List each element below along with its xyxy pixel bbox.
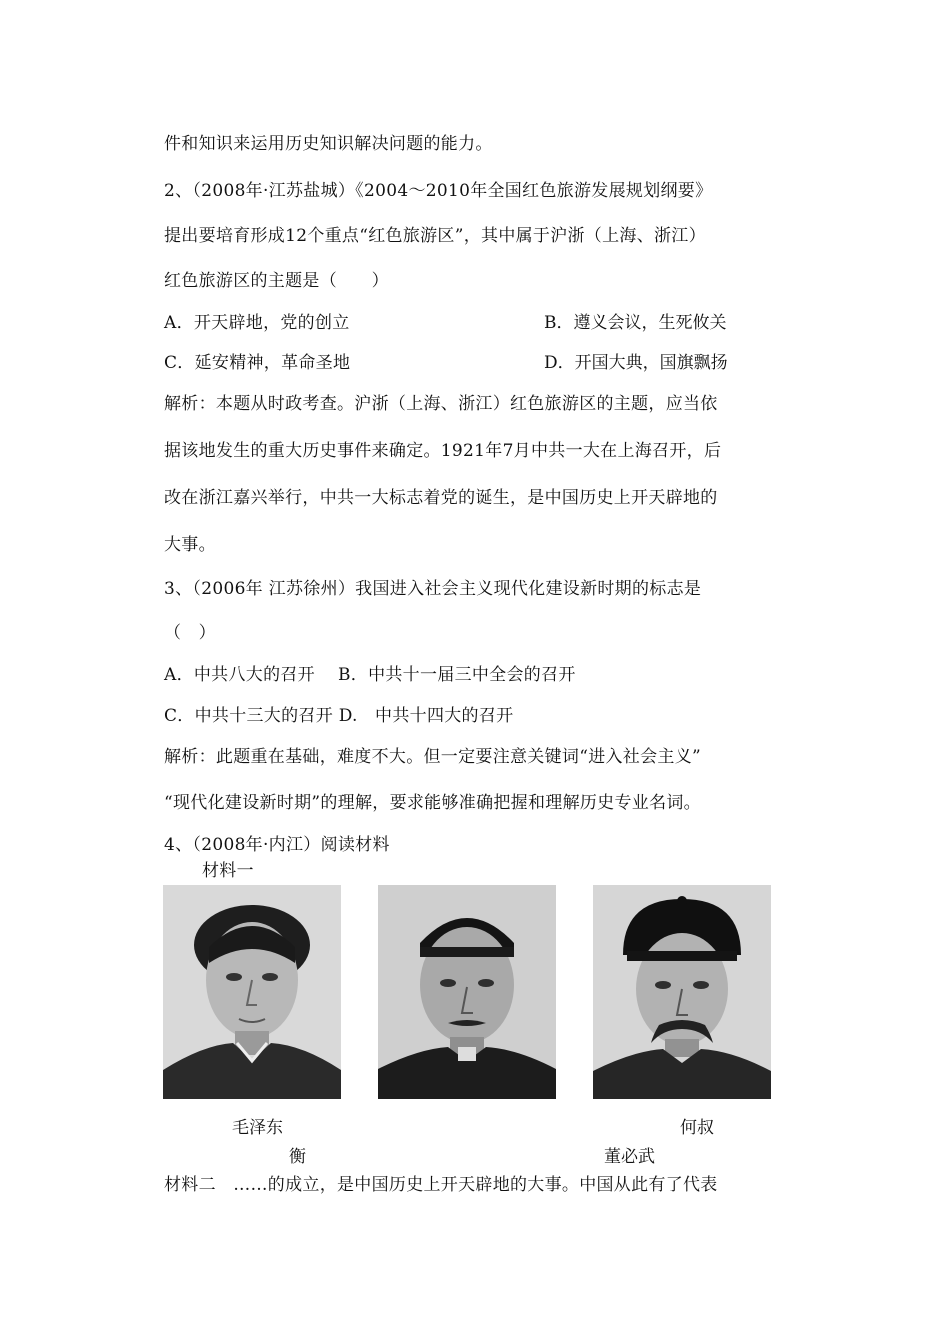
caption-heng: 衡 [289, 1147, 306, 1167]
material-1-label: 材料一 [202, 861, 254, 881]
question-4-title: 4、（2008年·内江）阅读材料 [164, 835, 390, 855]
caption-mao-zedong: 毛泽东 [232, 1118, 283, 1138]
question-2-option-b: B．遵义会议，生死攸关 [544, 313, 727, 333]
question-2-line: 红色旅游区的主题是（ ） [164, 271, 389, 291]
question-3-options-ab: A．中共八大的召开 B．中共十一届三中全会的召开 [164, 665, 576, 685]
question-2-analysis: 改在浙江嘉兴举行，中共一大标志着党的诞生，是中国历史上开天辟地的 [164, 488, 718, 508]
question-2-analysis: 解析：本题从时政考查。沪浙（上海、浙江）红色旅游区的主题，应当依 [164, 394, 718, 414]
question-2-option-c: C．延安精神，革命圣地 [164, 353, 351, 373]
question-3-paren: （ ） [164, 623, 216, 643]
portrait-photo [378, 885, 556, 1099]
question-2-analysis: 大事。 [164, 535, 216, 555]
text-line: 件和知识来运用历史知识解决问题的能力。 [164, 134, 493, 154]
question-3-options-cd: C．中共十三大的召开 D. 中共十四大的召开 [164, 706, 514, 726]
caption-dong-biwu: 董必武 [604, 1147, 655, 1167]
question-2-analysis: 据该地发生的重大历史事件来确定。1921年7月中共一大在上海召开，后 [164, 441, 722, 461]
material-2-text: 材料二 ……的成立，是中国历史上开天辟地的大事。中国从此有了代表 [164, 1175, 718, 1195]
question-2-option-a: A．开天辟地，党的创立 [164, 313, 350, 333]
portrait-photo [163, 885, 341, 1099]
question-3-analysis: “现代化建设新时期”的理解，要求能够准确把握和理解历史专业名词。 [164, 793, 701, 813]
question-3-analysis: 解析：此题重在基础，难度不大。但一定要注意关键词“进入社会主义” [164, 747, 701, 767]
portrait-photo [593, 885, 771, 1099]
question-3-title: 3、（2006年 江苏徐州）我国进入社会主义现代化建设新时期的标志是 [164, 579, 702, 599]
caption-he-shu: 何叔 [680, 1118, 714, 1138]
question-2-title: 2、（2008年·江苏盐城）《2004～2010年全国红色旅游发展规划纲要》 [164, 181, 713, 201]
question-2-option-d: D．开国大典，国旗飘扬 [544, 353, 728, 373]
question-2-line: 提出要培育形成12个重点“红色旅游区”，其中属于沪浙（上海、浙江） [164, 226, 706, 246]
